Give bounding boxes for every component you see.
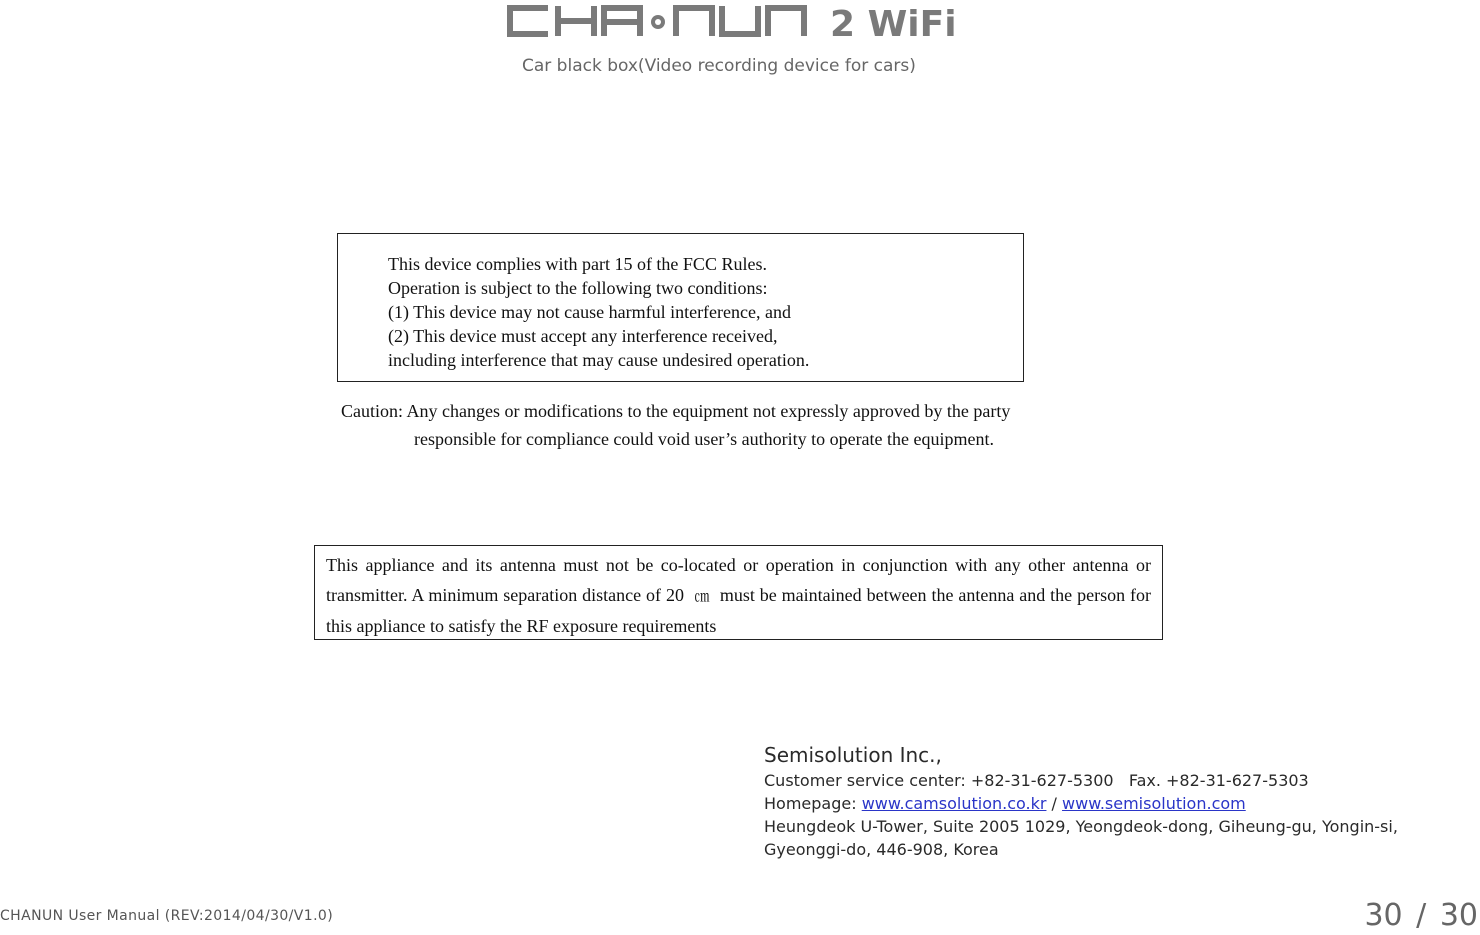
contact-line [764,769,1464,792]
caution-line-2: responsible for compliance could void user’s authority to operate the equipment. [414,429,995,449]
homepage-label: Homepage: [764,794,857,813]
fcc-line: (2) This device must accept any interference received, [388,326,778,346]
rf-text-after: must be maintained between the antenna and the person for this appliance to satisfy the RF exposure requirements [326,585,1151,636]
fcc-line: This device complies with part 15 of the FCC Rules. [388,254,767,274]
fcc-line: Operation is subject to the following two conditions: [388,278,768,298]
page-subtitle: Car black box(Video recording device for cars) [522,56,916,76]
caution-text [341,397,1141,453]
customer-service: Customer service center: +82-31-627-5300 [764,771,1114,790]
logo-suffix: 2 WiFi [830,4,957,44]
fcc-line: including interference that may cause undesired operation. [388,350,810,370]
homepage-link-semisolution[interactable]: www.semisolution.com [1062,794,1246,813]
homepage-line [764,792,1464,815]
page-indicator: 30 / 30 [1364,898,1478,933]
fcc-notice-box [337,233,1024,382]
rf-unit: ㎝ [693,587,710,605]
manual-revision-label: CHANUN User Manual (REV:2014/04/30/V1.0) [0,908,334,924]
rf-exposure-notice-box [314,545,1163,640]
chanun-logo [500,0,972,44]
company-info [764,742,1464,861]
address-line-1: Heungdeok U-Tower, Suite 2005 1029, Yeongdeok-dong, Giheung-gu, Yongin-si, [764,817,1398,836]
homepage-separator: / [1051,794,1057,813]
address-line-2: Gyeonggi-do, 446-908, Korea [764,840,999,859]
fax-number: Fax. +82-31-627-5303 [1128,771,1309,790]
fcc-line: (1) This device may not cause harmful interference, and [388,302,791,322]
rf-text-before: This appliance and its antenna must not be co-located or operation in conjunction with any other antenna or transmitter. A minimum separation distance of 20 [326,555,1151,605]
homepage-link-camsolution[interactable]: www.camsolution.co.kr [861,794,1047,813]
caution-line-1: Caution: Any changes or modifications to the equipment not expressly approved by the party [341,401,1011,421]
company-name: Semisolution Inc., [764,743,942,767]
